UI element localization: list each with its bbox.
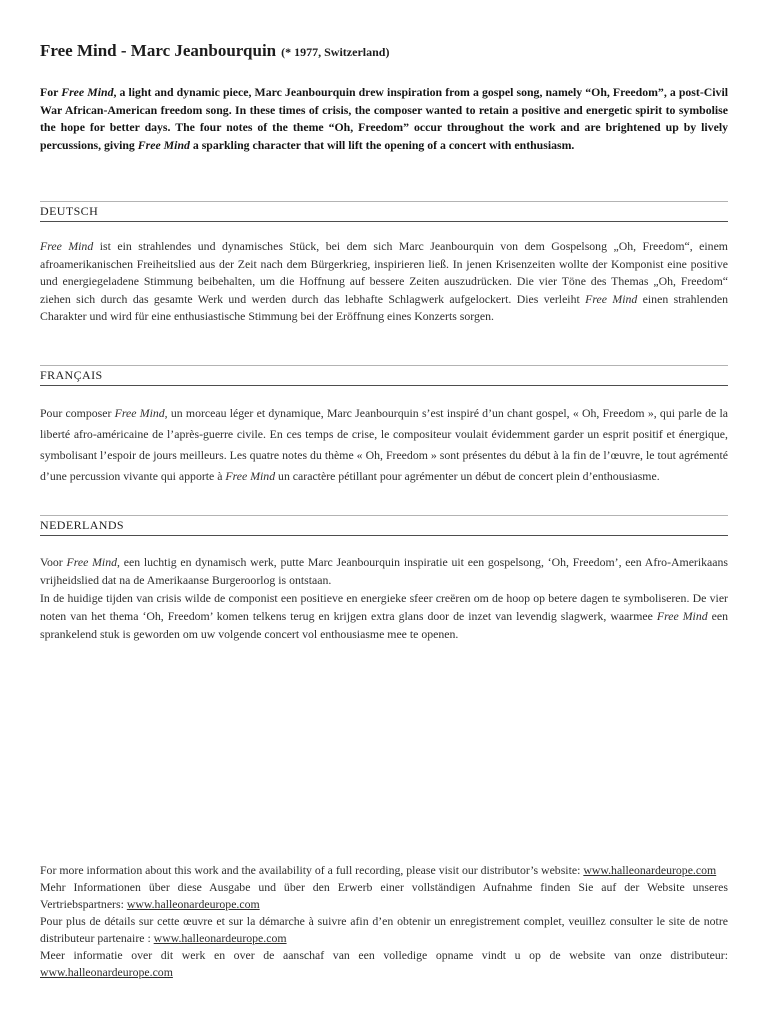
text-run: Free Mind bbox=[656, 609, 708, 623]
text-run: a sparkling character that will lift the opening of a concert with enthusiasm. bbox=[189, 137, 575, 152]
composer-birth-info: (* 1977, Switzerland) bbox=[281, 45, 390, 59]
footer-line-german bbox=[40, 879, 728, 913]
text-run: einen strahlenden Charakter und wird für eine enthusiastische Stimmung bei der Eröffnung eines Konzerts sorgen. bbox=[40, 291, 728, 323]
text-run: Free Mind bbox=[40, 239, 94, 253]
text-run: Mehr Informationen über diese Ausgabe und über den Erwerb einer vollständigen Aufnahme finden Sie auf der Website unseres Vertriebspartners: bbox=[40, 880, 728, 911]
text-run: Pour composer bbox=[40, 406, 115, 420]
text-run: Free Mind bbox=[66, 555, 118, 569]
paragraph-english bbox=[40, 84, 728, 154]
page-title bbox=[40, 40, 728, 63]
text-run: Free Mind bbox=[585, 291, 638, 306]
distributor-website-link[interactable]: www.halleonardeurope.com bbox=[583, 863, 717, 877]
section-heading-deutsch: DEUTSCH bbox=[40, 201, 728, 222]
text-run: In de huidige tijden van crisis wilde de componist een positieve en energieke sfeer creëren om de hoop op betere dagen te symboliseren. De vier noten van het thema ‘Oh, Freedom’ komen telkens terug en krijgen extra glans door de inzet van levendig slagwerk, waarmee bbox=[40, 591, 728, 623]
text-run: un caractère pétillant pour agrémenter un début de concert plein d’enthousiasme. bbox=[275, 469, 660, 483]
paragraph-french bbox=[40, 403, 728, 487]
text-run: Free Mind bbox=[114, 406, 165, 420]
footer-line-french bbox=[40, 913, 728, 947]
text-run: ist ein strahlendes und dynamisches Stück, bei dem sich Marc Jeanbourquin von dem Gospelsong „Oh, Freedom“, einem afroamerikanischen Freiheitslied aus der Zeit nach dem Bürgerkrieg, inspirieren ließ. In jenen Krisenzeiten wollte der Komponist eine positive und energiegeladene Stimmung beibehalten, um die Hoffnung auf bessere Zeiten auszudrücken. Die vier Töne des Themas „Oh, Freedom“ ziehen sich durch das gesamte Werk und werden durch das lebhafte Schlagwerk aufgelockert. Dies verleiht bbox=[40, 239, 728, 306]
text-run: Free Mind bbox=[61, 85, 114, 99]
text-run: Voor bbox=[40, 555, 67, 569]
distributor-website-link[interactable]: www.halleonardeurope.com bbox=[153, 931, 287, 945]
text-run: , a light and dynamic piece, Marc Jeanbourquin drew inspiration from a gospel song, namely “Oh, Freedom”, a post-Civil War African-American freedom song. In these times of crisis, the composer wanted to retain a positive and energetic spirit to symbolise the hope for better days. The four notes of the theme “Oh, Freedom” occur throughout the work and are brightened up by lively percussions, giving bbox=[40, 85, 728, 152]
footer-line-english bbox=[40, 862, 728, 879]
text-run: For bbox=[40, 85, 62, 99]
text-run: Free Mind bbox=[137, 137, 190, 152]
paragraph-dutch-2 bbox=[40, 589, 728, 643]
text-run: Free Mind bbox=[225, 469, 276, 483]
paragraph-dutch-1 bbox=[40, 553, 728, 589]
text-run: , un morceau léger et dynamique, Marc Jeanbourquin s’est inspiré d’un chant gospel, « Oh, Freedom », qui parle de la liberté afro-américaine de l’après-guerre civile. En ces temps de crise, le compositeur voulait évidemment garder un esprit positif et énergique, symbolisant l’espoir de jours meilleurs. Les quatre notes du thème « Oh, Freedom » sont présentes du début à la fin de l’œuvre, le tout agrémenté d’une percussion vivante qui apporte à bbox=[40, 406, 728, 483]
paragraph-dutch bbox=[40, 553, 728, 643]
distributor-website-link[interactable]: www.halleonardeurope.com bbox=[40, 965, 173, 979]
footer-line-dutch bbox=[40, 947, 728, 981]
text-run: Pour plus de détails sur cette œuvre et sur la démarche à suivre afin d’en obtenir un enregistrement complet, veuillez consulter le site de notre distributeur partenaire : bbox=[40, 914, 728, 945]
paragraph-german bbox=[40, 238, 728, 326]
distributor-footer bbox=[40, 862, 728, 981]
work-and-composer-title: Free Mind - Marc Jeanbourquin bbox=[40, 41, 277, 60]
text-run: Meer informatie over dit werk en over de aanschaf van een volledige opname vindt u op de website van onze distributeur: bbox=[40, 948, 728, 962]
section-heading-francais: FRANÇAIS bbox=[40, 365, 728, 386]
distributor-website-link[interactable]: www.halleonardeurope.com bbox=[126, 897, 260, 911]
section-heading-nederlands: NEDERLANDS bbox=[40, 515, 728, 536]
text-run: , een luchtig en dynamisch werk, putte Marc Jeanbourquin inspiratie uit een gospelsong, ‘Oh, Freedom’, een Afro-Amerikaans vrijheidslied dat na de Amerikaanse Burgeroorlog is ontstaan. bbox=[40, 555, 728, 587]
text-run: een sprankelend stuk is geworden om uw volgende concert vol enthousiasme mee te openen. bbox=[40, 609, 728, 641]
text-run: For more information about this work and the availability of a full recording, please visit our distributor’s website: bbox=[40, 863, 584, 877]
